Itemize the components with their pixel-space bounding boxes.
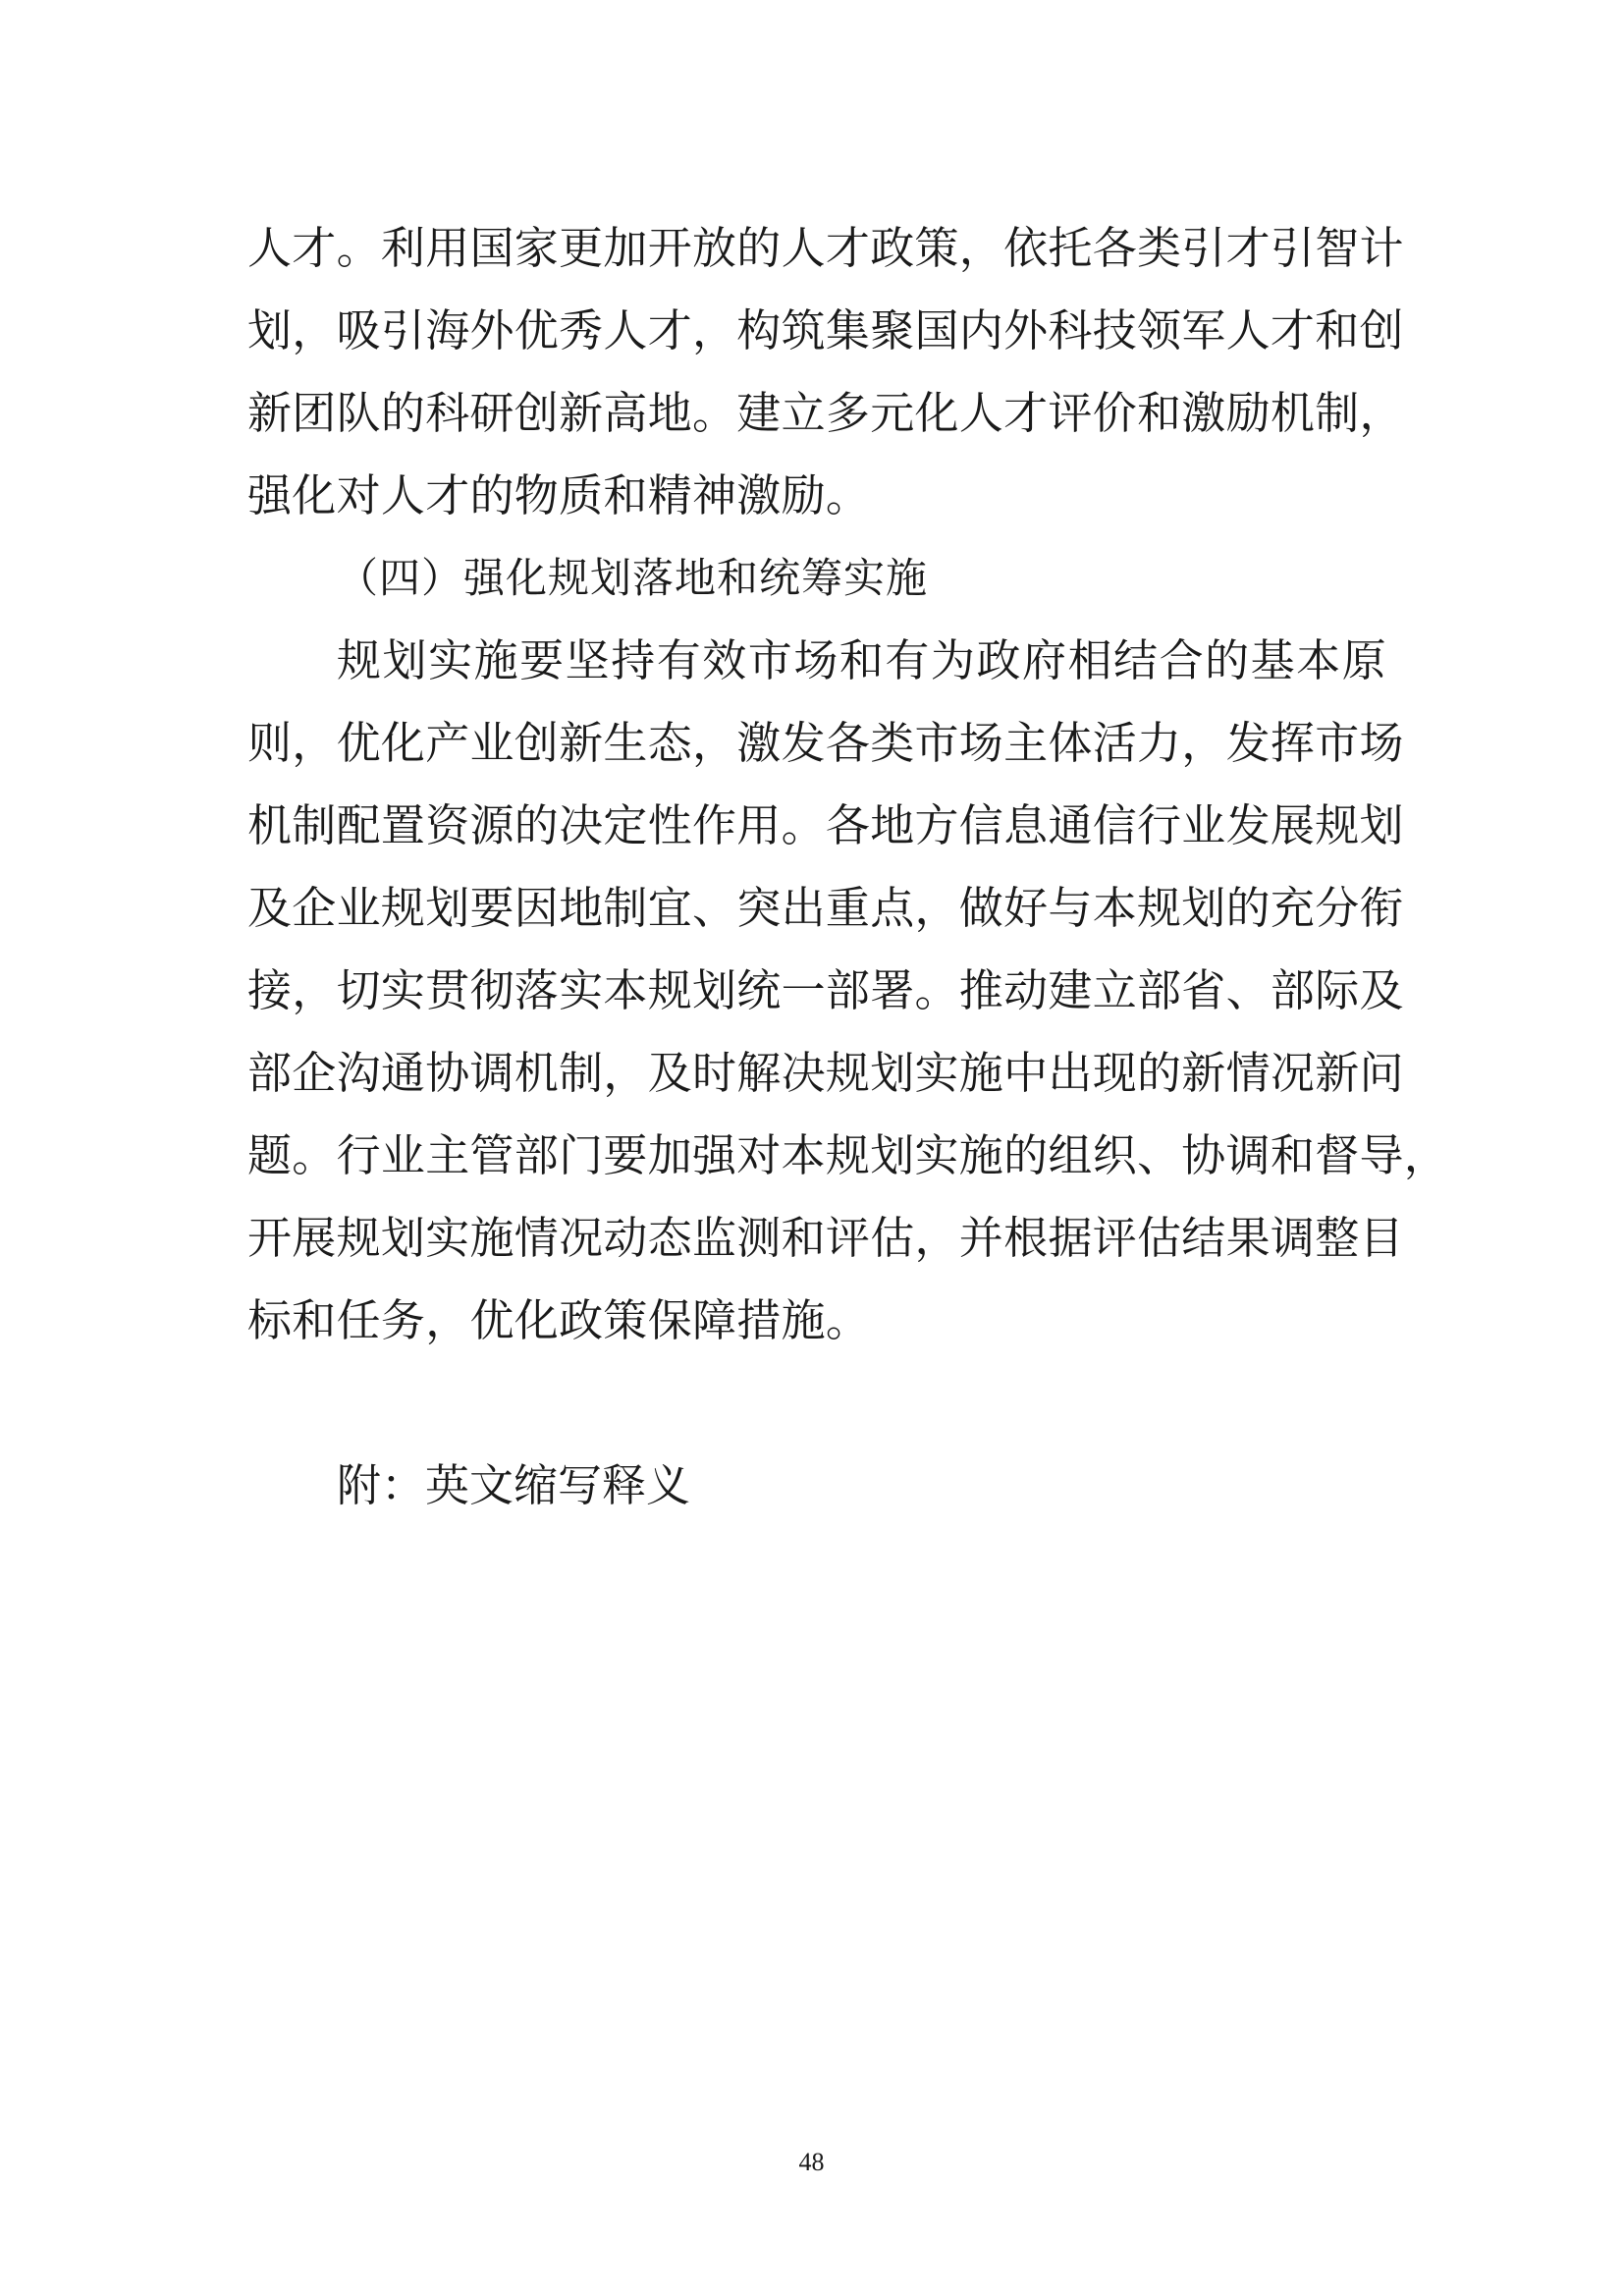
paragraph-2-line-1: 规划实施要坚持有效市场和有为政府相结合的基本原 [337,634,1386,686]
paragraph-1-line-1: 人才。利用国家更加开放的人才政策，依托各类引才引智计 [247,222,1404,274]
appendix-note: 附：英文缩写释义 [337,1459,691,1511]
paragraph-2-line-4: 及企业规划要因地制宜、突出重点，做好与本规划的充分衔 [247,882,1404,934]
paragraph-1-line-3: 新团队的科研创新高地。建立多元化人才评价和激励机制， [247,387,1404,439]
paragraph-2-line-8: 开展规划实施情况动态监测和评估，并根据评估结果调整目 [247,1212,1404,1264]
paragraph-2-line-7: 题。行业主管部门要加强对本规划实施的组织、协调和督导， [247,1129,1449,1181]
paragraph-2-line-6: 部企沟通协调机制，及时解决规划实施中出现的新情况新问 [247,1047,1404,1099]
paragraph-2-line-5: 接，切实贯彻落实本规划统一部署。推动建立部省、部际及 [247,964,1404,1016]
paragraph-2-line-2: 则，优化产业创新生态，激发各类市场主体活力，发挥市场 [247,717,1404,769]
paragraph-2-line-9: 标和任务，优化政策保障措施。 [247,1294,871,1346]
paragraph-1-line-4: 强化对人才的物质和精神激励。 [247,469,871,521]
page-number: 48 [798,2148,825,2176]
section-heading: （四）强化规划落地和统筹实施 [337,554,929,602]
paragraph-1-line-2: 划，吸引海外优秀人才，构筑集聚国内外科技领军人才和创 [247,304,1404,356]
paragraph-2-line-3: 机制配置资源的决定性作用。各地方信息通信行业发展规划 [247,799,1404,851]
